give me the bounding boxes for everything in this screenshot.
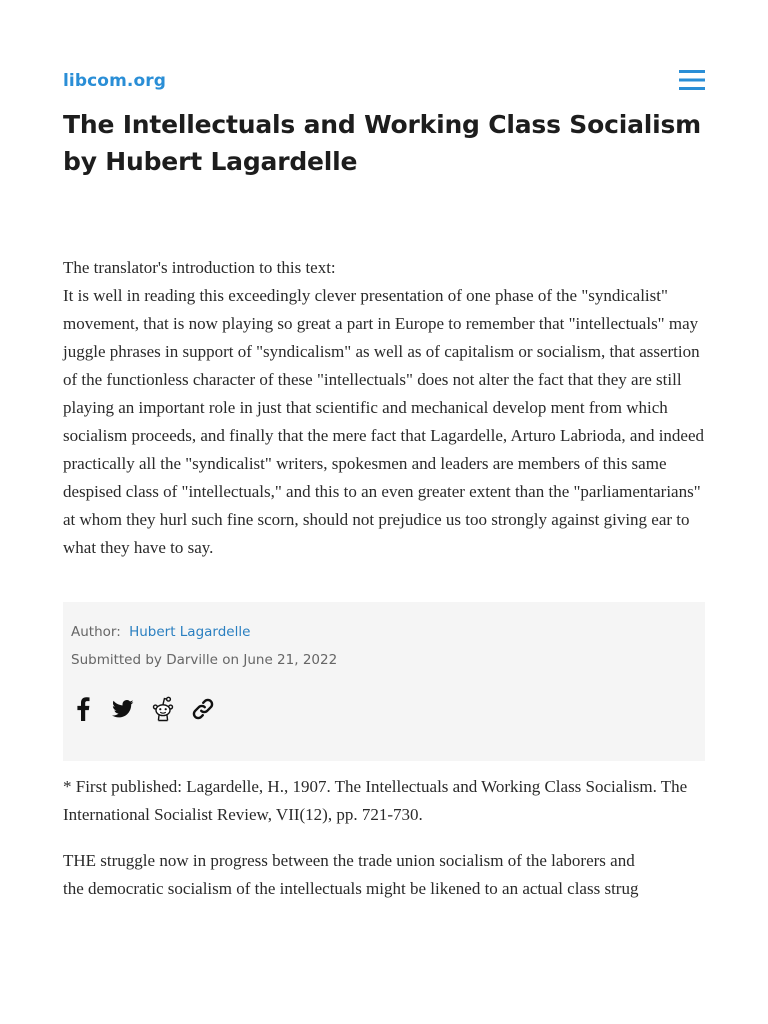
author-label: Author: — [71, 624, 121, 640]
page-title: The Intellectuals and Working Class Socialism by Hubert Lagardelle — [63, 110, 702, 176]
translator-introduction — [63, 254, 709, 562]
author-line — [71, 624, 250, 640]
article-meta-box — [63, 602, 705, 761]
article-line: THE struggle now in progress between the trade union socialism of the laborers and — [63, 851, 635, 870]
facebook-share-button[interactable] — [71, 696, 95, 722]
intro-body: It is well in reading this exceedingly clever presentation of one phase of the "syndicalist" movement, that is now playing so great a part in Europe to remember that "intellectuals" may juggle phrases in support of "syndicalism" as well as of capitalism or socialism, that assertion of the functionless character of these "intellectuals" does not alter the fact that they are still playing an important role in just that scientific and mechanical develop ment from which socialism proceeds, and finally that the mere fact that Lagardelle, Arturo Labrioda, and indeed practically all the "syndicalist" writers, spokesmen and leaders are members of this same despised class of "intellectuals," and this to an even greater extent than the "parliamentarians" at whom they hurl such fine scorn, should not prejudice us too strongly against giving ear to what they have to say. — [63, 286, 705, 557]
twitter-icon — [112, 700, 134, 718]
link-icon — [191, 697, 215, 721]
submitted-info: Submitted by Darville on June 21, 2022 — [71, 652, 338, 668]
menu-button[interactable] — [679, 68, 705, 92]
author-link[interactable]: Hubert Lagardelle — [129, 624, 251, 640]
intro-label: The translator's introduction to this text: — [63, 258, 336, 277]
citation: * First published: Lagardelle, H., 1907. The Intellectuals and Working Class Socialism. The International Socialist Review, VII(12), pp. 721-730. — [63, 777, 688, 824]
reddit-share-button[interactable] — [151, 696, 175, 722]
share-buttons — [71, 694, 215, 724]
hamburger-menu-icon — [679, 68, 705, 92]
copy-link-button[interactable] — [191, 696, 215, 722]
reddit-icon — [152, 696, 174, 722]
site-header — [63, 64, 705, 104]
facebook-icon — [76, 697, 90, 721]
article-line: the democratic socialism of the intellectuals might be likened to an actual class strug — [63, 879, 639, 898]
site-logo[interactable]: libcom.org — [63, 71, 166, 91]
twitter-share-button[interactable] — [111, 696, 135, 722]
article-body — [63, 847, 709, 903]
